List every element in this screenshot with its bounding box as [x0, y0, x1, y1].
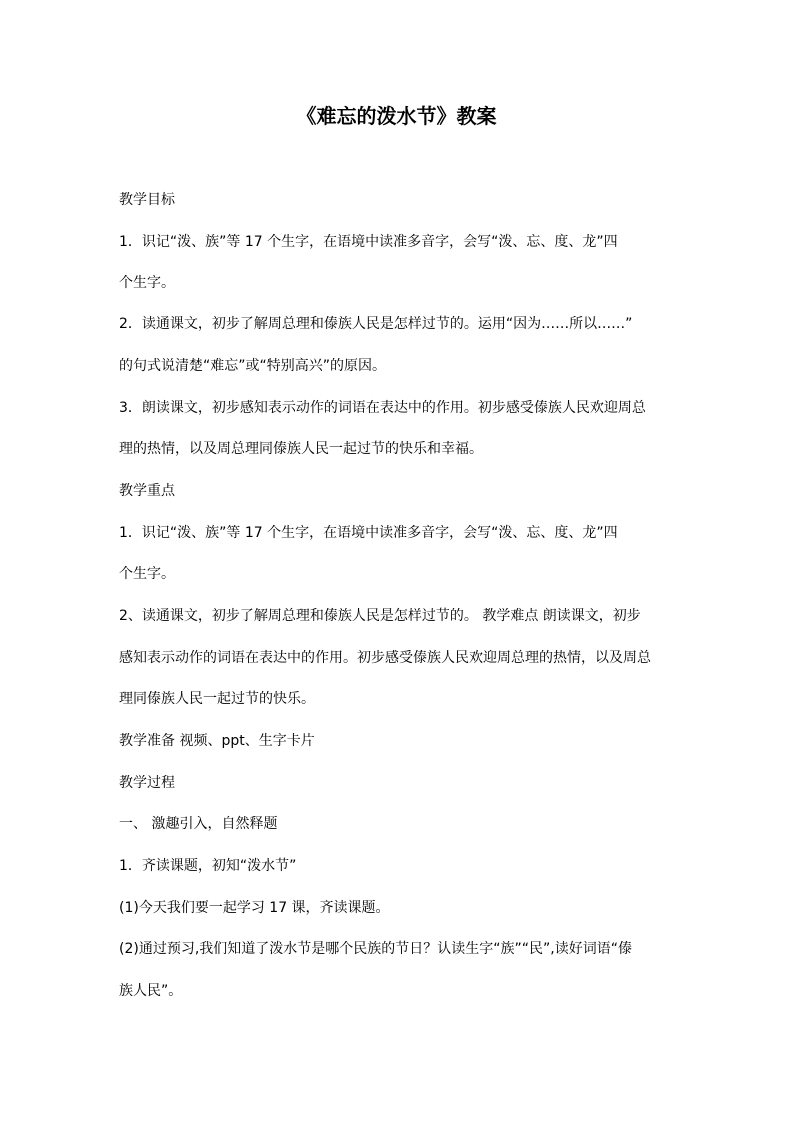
paragraph-line: 1．识记“泼、族”等 17 个生字，在语境中读准多音字，会写“泼、忘、度、龙”四 — [119, 525, 618, 541]
section-heading-key-points: 教学重点 — [119, 483, 175, 499]
section-heading-objectives: 教学目标 — [119, 192, 175, 208]
paragraph-line: (2)通过预习,我们知道了泼水节是哪个民族的节日？认读生字“族”“民”,读好词语“傣 — [119, 941, 632, 957]
paragraph-line: 的句式说清楚“难忘”或“特别高兴”的原因。 — [119, 358, 387, 374]
section-heading-process: 教学过程 — [119, 775, 175, 791]
paragraph-line: 族人民”。 — [119, 983, 183, 999]
paragraph-line: 理的热情，以及周总理同傣族人民一起过节的快乐和幸福。 — [119, 441, 483, 457]
document-title: 《难忘的泼水节》教案 — [296, 104, 497, 128]
paragraph-line: 理同傣族人民一起过节的快乐。 — [119, 691, 315, 707]
paragraph-line: 个生字。 — [119, 566, 175, 582]
paragraph-line: (1)今天我们要一起学习 17 课，齐读课题。 — [119, 900, 390, 916]
paragraph-line: 1．识记“泼、族”等 17 个生字，在语境中读准多音字，会写“泼、忘、度、龙”四 — [119, 234, 618, 250]
paragraph-line: 感知表示动作的词语在表达中的作用。初步感受傣族人民欢迎周总理的热情，以及周总 — [119, 650, 651, 666]
paragraph-line: 一、 激趣引入，自然释题 — [119, 816, 278, 832]
paragraph-line: 教学准备 视频、ppt、生字卡片 — [119, 733, 315, 749]
paragraph-line: 2、读通课文，初步了解周总理和傣族人民是怎样过节的。 教学难点 朗读课文，初步 — [119, 608, 641, 624]
paragraph-line: 2．读通课文，初步了解周总理和傣族人民是怎样过节的。运用“因为……所以……” — [119, 316, 633, 332]
paragraph-line: 3．朗读课文，初步感知表示动作的词语在表达中的作用。初步感受傣族人民欢迎周总 — [119, 400, 646, 416]
paragraph-line: 个生字。 — [119, 275, 175, 291]
paragraph-line: 1．齐读课题，初知“泼水节” — [119, 858, 297, 874]
